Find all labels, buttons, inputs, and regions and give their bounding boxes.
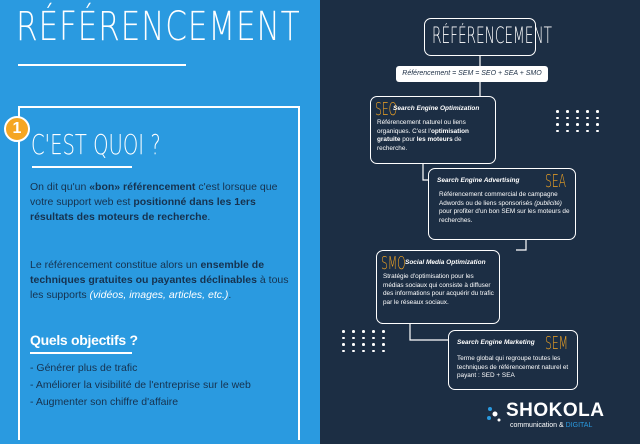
list-item: - Améliorer la visibilité de l'entreprise sur le web <box>30 379 251 391</box>
seo-card <box>370 96 496 164</box>
page-title: RÉFÉRENCEMENT <box>16 4 301 50</box>
card-heading: Social Media Optimization <box>405 259 486 266</box>
techniques-paragraph: Le référencement constitue alors un ensemble de techniques gratuites ou payantes déclinables à tous les supports (vidéos, images, articles, etc.). <box>30 259 289 301</box>
card-body: Référencement commercial de campagne Adwords ou de liens sponsorisés (publicité) pour profiter d'un bon SEM sur les moteurs de recherches. <box>439 191 570 224</box>
diagram-title: RÉFÉRENCEMENT <box>432 24 552 49</box>
smo-card <box>376 250 500 324</box>
sea-card <box>428 168 576 240</box>
shokola-logo <box>486 400 605 429</box>
card-abbr: SMO <box>381 253 406 274</box>
card-abbr: SEO <box>375 99 398 120</box>
formula-banner: Référencement = SEM = SEO + SEA + SMO <box>396 66 548 82</box>
card-body: Stratégie d'optimisation pour les médias sociaux qui consiste à diffuser des informations pour acquérir du trafic par le réseaux sociaux. <box>383 273 494 306</box>
logo-dots-icon <box>484 404 506 426</box>
card-heading: Search Engine Marketing <box>457 339 535 346</box>
card-abbr: SEM <box>545 333 569 354</box>
dot-grid-bottom <box>342 330 388 352</box>
title-underline <box>18 64 186 66</box>
objectives-title: Quels objectifs ? <box>30 332 138 348</box>
right-panel <box>320 0 640 444</box>
list-item: - Augmenter son chiffre d'affaire <box>30 396 179 408</box>
dot-grid-top <box>556 110 602 132</box>
sem-card <box>448 330 578 390</box>
list-item: - Générer plus de trafic <box>30 362 138 374</box>
card-heading: Search Engine Advertising <box>437 177 520 184</box>
objectives-list <box>30 360 251 411</box>
question-underline <box>32 166 132 168</box>
objectives-underline <box>30 352 132 354</box>
card-body: Terme global qui regroupe toutes les techniques de référencement naturel et payant : SED + SEA <box>457 355 569 379</box>
card-body: Référencement naturel ou liens organiques. C'est l'optimisation gratuite pour les moteurs de recherche. <box>377 119 469 152</box>
definition-paragraph: On dit qu'un «bon» référencement c'est lorsque que votre support web est positionné dans les 1ers résultats des moteurs de recherche. <box>30 181 278 223</box>
step-badge: 1 <box>4 116 30 142</box>
card-heading: Search Engine Optimization <box>393 105 480 112</box>
card-abbr: SEA <box>545 171 567 192</box>
question-title: C'EST QUOI ? <box>31 128 161 161</box>
logo-wordmark: SHOKOLA <box>506 400 605 421</box>
logo-tagline: communication & DIGITAL <box>510 422 593 429</box>
